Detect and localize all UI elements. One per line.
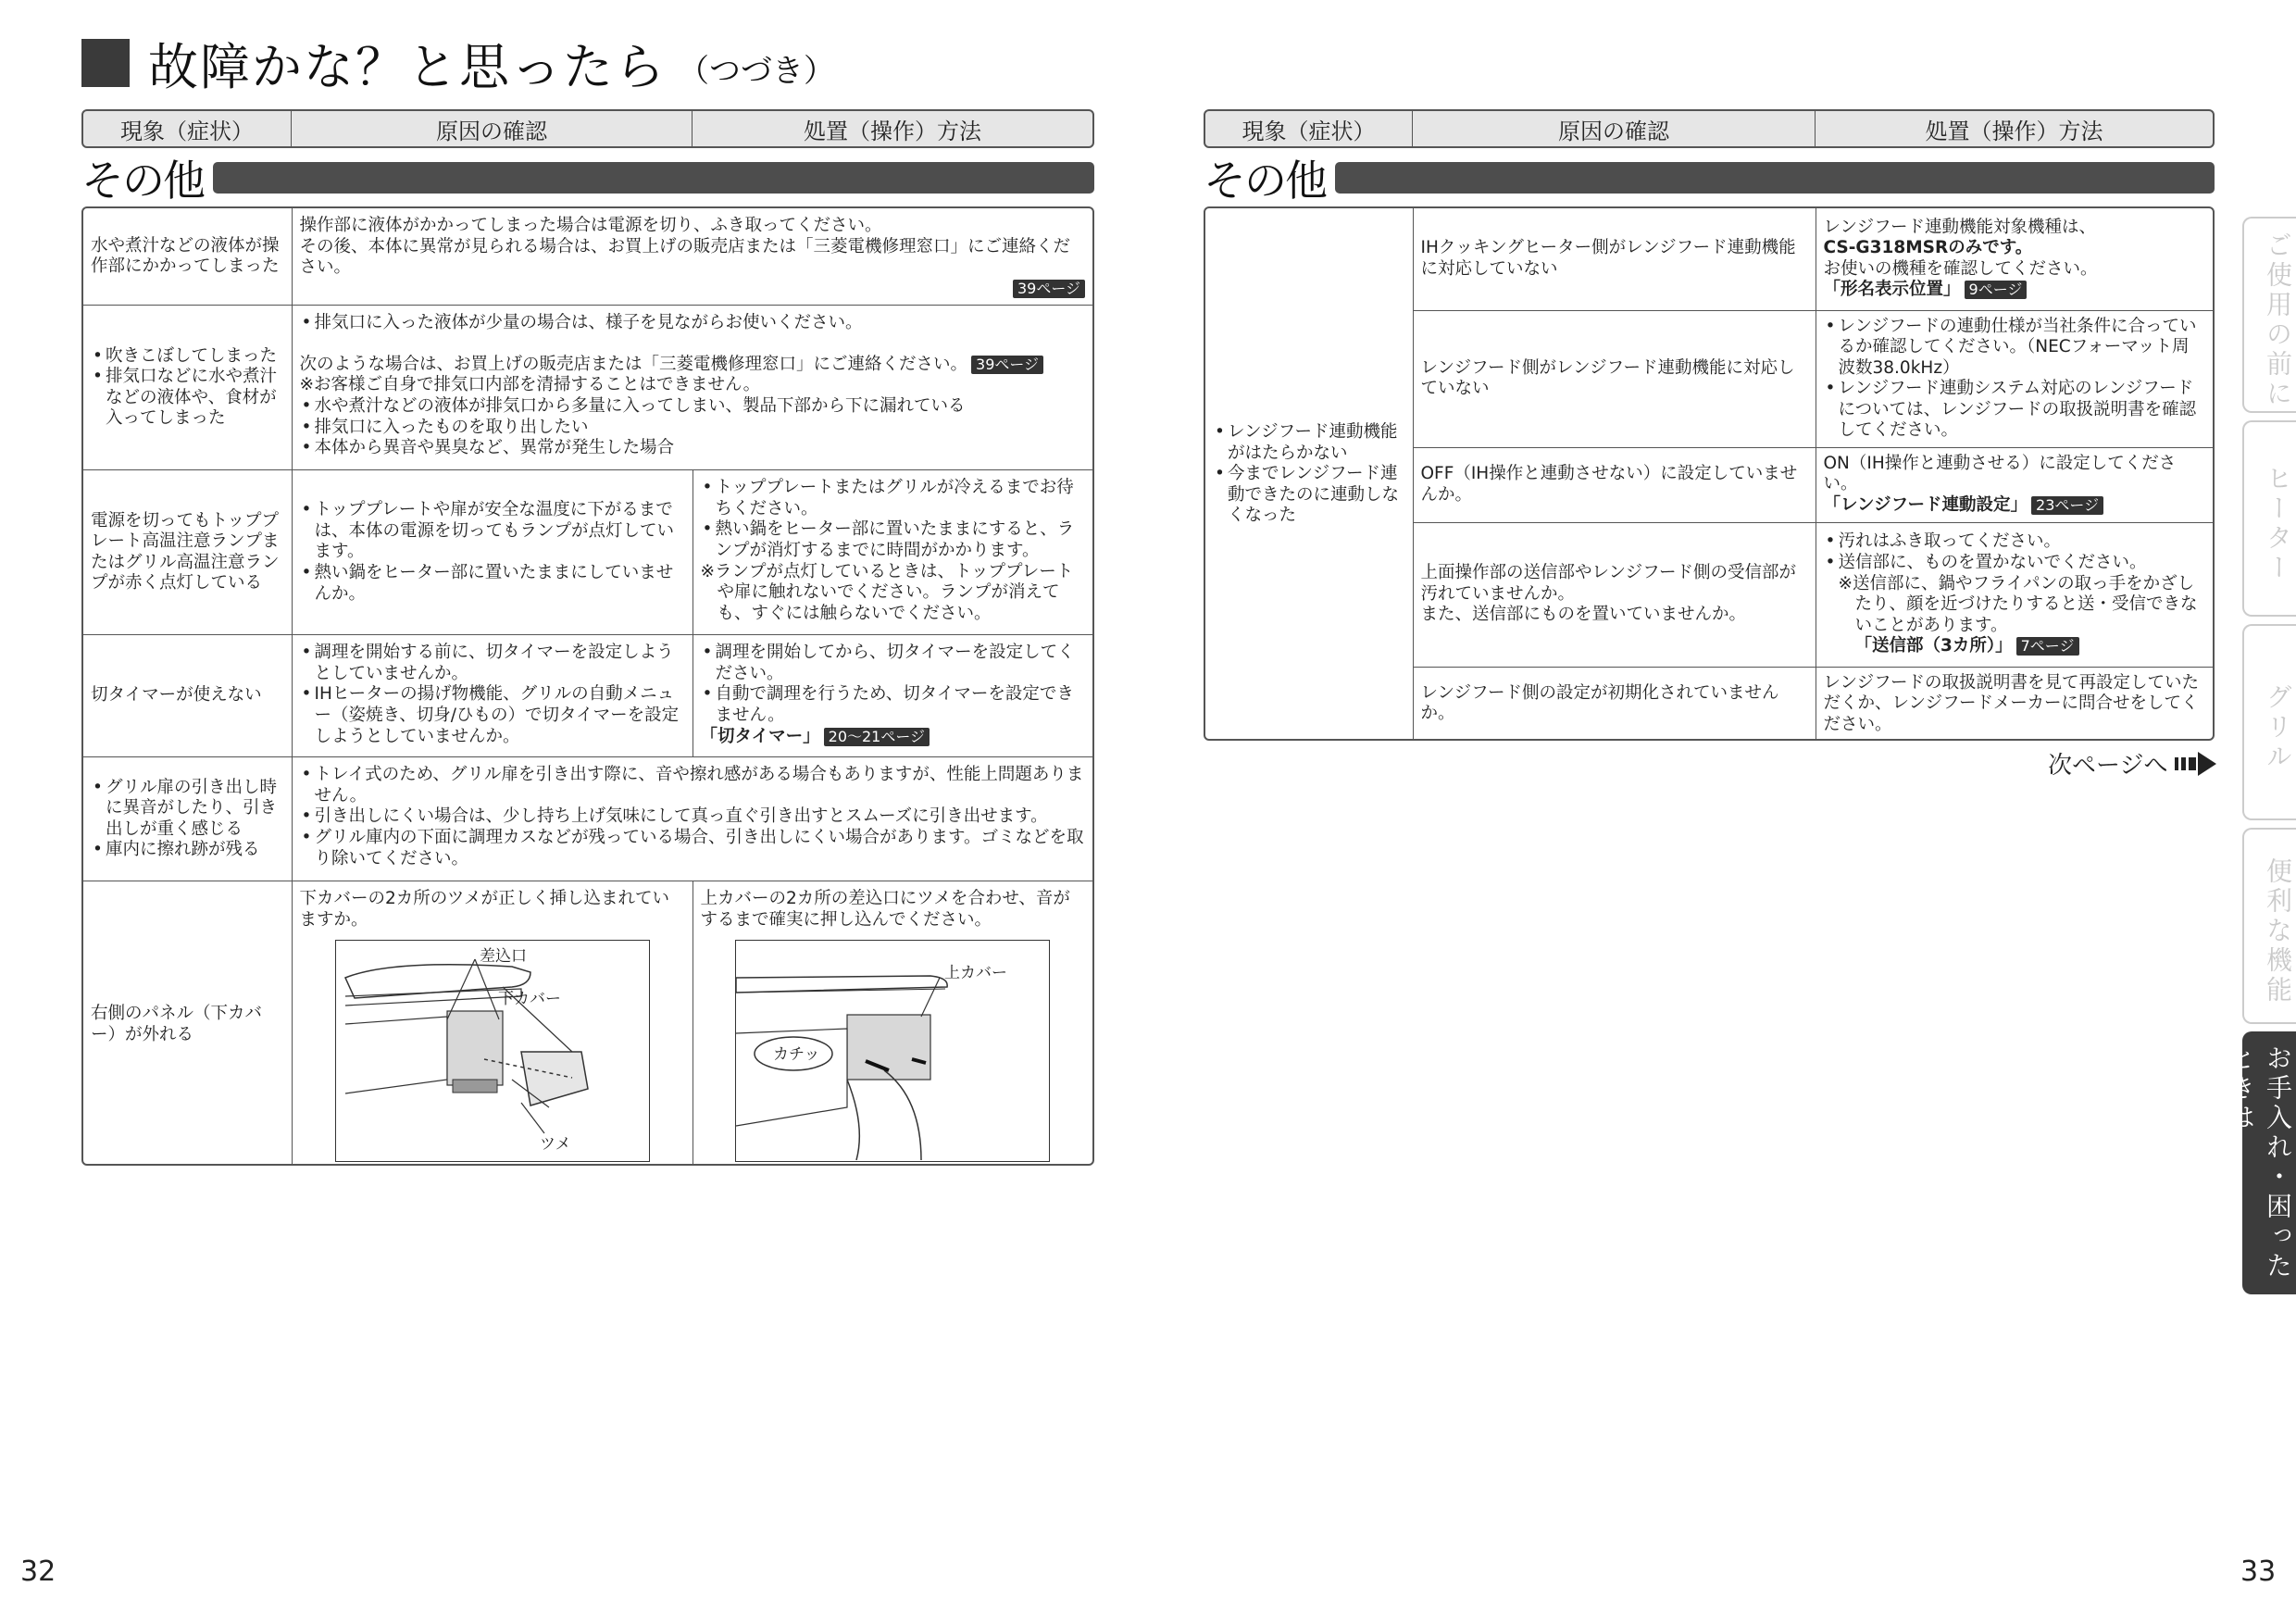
cause-cell xyxy=(292,635,693,757)
cause-text: レンジフード側がレンジフード連動機能に対応していない xyxy=(1420,357,1795,399)
cause-cell xyxy=(292,470,693,635)
symptom-item: • レンジフード連動機能がはたらかない xyxy=(1213,422,1405,464)
cause-cell xyxy=(1413,447,1816,522)
symptom-cell xyxy=(83,635,292,757)
action-item: • 調理を開始してから、切タイマーを設定してください。 xyxy=(701,643,1086,684)
table-row xyxy=(83,881,1092,1166)
symptom-cell xyxy=(83,470,292,635)
action-text: 操作部に液体がかかってしまった場合は電源を切り、ふき取ってください。 xyxy=(299,216,882,235)
left-trouble-table xyxy=(81,206,1094,1166)
action-item: • 汚れはふき取ってください。 xyxy=(1824,531,2206,553)
page-title xyxy=(81,35,835,96)
page-reference[interactable]: 39ページ xyxy=(971,356,1043,374)
next-arrow-icon xyxy=(2175,750,2217,778)
page-reference[interactable]: 39ページ xyxy=(1013,280,1085,298)
cause-item: • 調理を開始する前に、切タイマーを設定しようとしていませんか。 xyxy=(300,643,685,684)
action-item: • 自動で調理を行うため、切タイマーを設定できません。 xyxy=(701,684,1086,726)
cause-text: 上面操作部の送信部やレンジフード側の受信部が汚れていませんか。 また、送信部にものを置いていませんか。 xyxy=(1420,563,1797,625)
figure-label: 上カバー xyxy=(944,964,1008,983)
action-item: • 水や煮汁などの液体が排気口から多量に入ってしまい、製品下部から下に漏れている xyxy=(300,396,1086,418)
page-reference[interactable]: 9ページ xyxy=(1965,281,2028,299)
section-label: その他 xyxy=(1204,156,1326,206)
action-text: その後、本体に異常が見られる場合は、お買上げの販売店または「三菱電機修理窓口」にご連絡ください。 xyxy=(299,236,1071,278)
action-note: ※ランプが点灯しているときは、トッププレートや扉に触れないでください。ランプが消えても、すぐには触らないでください。 xyxy=(700,561,1074,623)
action-text: レンジフード連動機能対象機種は、 xyxy=(1823,217,2097,237)
symptom-cell xyxy=(83,306,292,470)
action-text: お使いの機種を確認してください。 xyxy=(1823,258,2098,279)
reference-label: 「レンジフード連動設定」 xyxy=(1823,495,2028,515)
cause-cell xyxy=(292,881,693,1166)
header-symptom: 現象（症状） xyxy=(1205,111,1413,146)
action-cell xyxy=(693,470,1092,635)
right-table-header xyxy=(1204,109,2215,148)
cause-text: レンジフード側の設定が初期化されていませんか。 xyxy=(1420,682,1779,724)
symptom-cell xyxy=(83,208,292,306)
symptom-cell xyxy=(1205,208,1413,741)
table-row xyxy=(83,757,1092,881)
lower-cover-figure xyxy=(335,940,650,1162)
symptom-cell xyxy=(83,881,292,1166)
action-item: • グリル庫内の下面に調理カスなどが残っている場合、引き出しにくい場合があります。ゴミなどを取り除いてください。 xyxy=(300,828,1086,869)
cause-text: 下カバーの2カ所のツメが正しく挿し込まれていますか。 xyxy=(299,889,670,930)
action-item: • レンジフード連動システム対応のレンジフードについては、レンジフードの取扱説明書を確認してください。 xyxy=(1824,379,2206,442)
cause-item: • 熱い鍋をヒーター部に置いたままにしていませんか。 xyxy=(300,563,685,605)
cause-cell xyxy=(1413,522,1816,667)
left-table-header xyxy=(81,109,1094,148)
cause-cell xyxy=(1413,208,1816,310)
figure-label: 下カバー xyxy=(497,990,561,1009)
action-item: • レンジフードの連動仕様が当社条件に合っているか確認してください。（NECフォーマット周波数38.0kHz） xyxy=(1824,317,2206,380)
header-symptom: 現象（症状） xyxy=(83,111,292,146)
left-section-title xyxy=(81,154,1094,206)
reference-label: 「形名表示位置」 xyxy=(1823,280,1961,300)
tab-before-use[interactable]: ご使用の前に xyxy=(2242,217,2296,413)
symptom-text: 水や煮汁などの液体が操作部にかかってしまった xyxy=(91,235,280,277)
action-cell xyxy=(693,881,1092,1166)
action-note: ※送信部に、鍋やフライパンの取っ手をかざしたり、顔を近づけたりすると送・受信できないことがあります。 xyxy=(1838,573,2198,635)
action-cell xyxy=(1816,208,2213,310)
page-reference[interactable]: 7ページ xyxy=(2016,637,2079,656)
action-item: • 本体から異音や異臭など、異常が発生した場合 xyxy=(300,438,1086,459)
figure-label: カチッ xyxy=(773,1045,820,1065)
header-action: 処置（操作）方法 xyxy=(1925,118,2103,144)
symptom-item: • 排気口などに水や煮汁などの液体や、食材が入ってしまった xyxy=(91,367,284,430)
title-marker xyxy=(81,39,130,87)
upper-cover-figure xyxy=(735,940,1050,1162)
figure-label: 差込口 xyxy=(479,947,527,967)
symptom-text: 右側のパネル（下カバー）が外れる xyxy=(91,1004,263,1044)
lower-cover-illustration xyxy=(336,941,648,1160)
table-row xyxy=(1205,208,2213,310)
action-cell xyxy=(292,208,1092,306)
section-bar xyxy=(1335,162,2215,194)
action-cell xyxy=(1816,667,2213,741)
page-reference[interactable]: 20〜21ページ xyxy=(824,728,930,746)
action-text: 上カバーの2カ所の差込口にツメを合わせ、音がするまで確実に押し込んでください。 xyxy=(700,889,1070,930)
table-row xyxy=(83,208,1092,306)
symptom-cell xyxy=(83,757,292,881)
cause-item: • トッププレートや扉が安全な温度に下がるまでは、本体の電源を切ってもランプが点灯しています。 xyxy=(300,500,685,563)
cause-text: IHクッキングヒーター側がレンジフード連動機能に対応していない xyxy=(1420,238,1796,279)
table-row xyxy=(83,470,1092,635)
symptom-item: • 今までレンジフード連動できたのに連動しなくなった xyxy=(1213,464,1405,527)
header-cause: 原因の確認 xyxy=(1413,111,1816,146)
page-reference[interactable]: 23ページ xyxy=(2031,496,2103,515)
action-item: • トレイ式のため、グリル扉を引き出す際に、音や擦れ感がある場合もありますが、性能上問題ありません。 xyxy=(300,765,1086,806)
table-row xyxy=(83,635,1092,757)
right-trouble-table xyxy=(1204,206,2215,741)
header-action: 処置（操作）方法 xyxy=(804,118,981,144)
action-cell xyxy=(1816,522,2213,667)
symptom-item: • 庫内に擦れ跡が残る xyxy=(91,840,284,861)
action-note: ※お客様ご自身で排気口内部を清掃することはできません。 xyxy=(299,375,761,395)
tab-grill[interactable]: グリル xyxy=(2242,624,2296,820)
table-row xyxy=(83,306,1092,470)
title-text: 故障かな？と思ったら xyxy=(148,37,667,96)
action-cell xyxy=(1816,310,2213,447)
page-number-right: 33 xyxy=(2240,1555,2277,1588)
title-subtext: （つづき） xyxy=(678,52,835,90)
action-text: ON（IH操作と連動させる）に設定してください。 xyxy=(1823,453,2177,494)
section-label: その他 xyxy=(81,156,204,206)
reference-label: 「切タイマー」 xyxy=(700,726,820,746)
action-text: レンジフードの取扱説明書を見て再設定していただくか、レンジフードメーカーに問合せをしてください。 xyxy=(1823,672,2200,734)
action-text: 次のような場合は、お買上げの販売店または「三菱電機修理窓口」にご連絡ください。 xyxy=(299,354,968,374)
symptom-text: 電源を切ってもトッププレート高温注意ランプまたはグリル高温注意ランプが赤く点灯している xyxy=(91,510,280,593)
left-table xyxy=(83,208,1092,1166)
action-item: • 送信部に、ものを置かないでください。 xyxy=(1824,553,2206,574)
cause-cell xyxy=(1413,667,1816,741)
action-cell xyxy=(292,306,1092,470)
reference-label: 「送信部（3カ所）」 xyxy=(1854,636,2013,656)
figure-label: ツメ xyxy=(539,1135,571,1155)
right-table xyxy=(1205,208,2213,741)
tab-maintenance-troubleshooting[interactable]: お手入れ・困ったときは xyxy=(2242,1031,2296,1294)
model-name: CS-G318MSRのみです。 xyxy=(1823,238,2033,258)
symptom-text: 切タイマーが使えない xyxy=(91,685,262,706)
action-item: • 引き出しにくい場合は、少し持ち上げ気味にして真っ直ぐ引き出すとスムーズに引き出せます。 xyxy=(300,806,1086,828)
symptom-item: • グリル扉の引き出し時に異音がしたり、引き出しが重く感じる xyxy=(91,778,284,841)
cause-text: OFF（IH操作と連動させない）に設定していませんか。 xyxy=(1420,464,1798,505)
header-cause: 原因の確認 xyxy=(292,111,693,146)
tab-heater[interactable]: ヒーター xyxy=(2242,420,2296,617)
action-cell xyxy=(693,635,1092,757)
right-section-title xyxy=(1204,154,2215,206)
cause-item: • IHヒーターの揚げ物機能、グリルの自動メニュー（姿焼き、切身/ひもの）で切タイマーを設定しようとしていませんか。 xyxy=(300,684,685,747)
section-bar xyxy=(213,162,1094,194)
action-item: • 熱い鍋をヒーター部に置いたままにすると、ランプが消灯するまでに時間がかかります。 xyxy=(701,519,1086,561)
tab-convenient-functions[interactable]: 便利な機能 xyxy=(2242,828,2296,1024)
upper-cover-illustration xyxy=(736,941,1048,1160)
page-number-left: 32 xyxy=(20,1555,56,1588)
symptom-item: • 吹きこぼしてしまった xyxy=(91,346,284,368)
next-page-link[interactable] xyxy=(2048,746,2217,781)
action-item: • トッププレートまたはグリルが冷えるまでお待ちください。 xyxy=(701,478,1086,519)
next-page-label: 次ページへ xyxy=(2048,752,2168,780)
action-cell xyxy=(292,757,1092,881)
chapter-tabs xyxy=(2226,217,2296,1302)
action-item: • 排気口に入った液体が少量の場合は、様子を見ながらお使いください。 xyxy=(300,313,1086,334)
action-item: • 排気口に入ったものを取り出したい xyxy=(300,418,1086,439)
cause-cell xyxy=(1413,310,1816,447)
action-cell xyxy=(1816,447,2213,522)
